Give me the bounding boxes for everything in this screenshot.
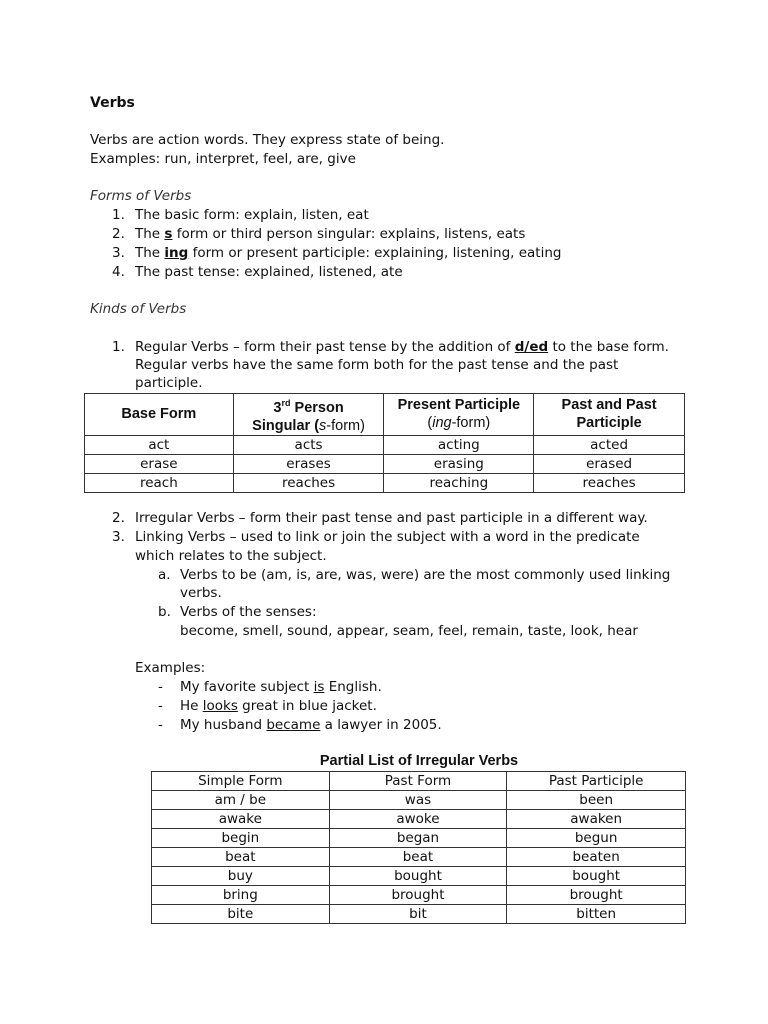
header-past-participle: Past Participle: [507, 772, 686, 791]
linking-line-2: which relates to the subject.: [135, 548, 327, 564]
header-past-form: Past Form: [329, 772, 507, 791]
table-cell: erased: [534, 454, 685, 473]
example-item-1: My favorite subject is English.: [180, 679, 382, 695]
table-cell: bitten: [507, 905, 686, 924]
header-past-participle: Past and Past Participle: [534, 394, 685, 436]
table-cell: bit: [329, 905, 507, 924]
table-cell: reaches: [534, 473, 685, 492]
table-cell: beat: [152, 848, 330, 867]
linking-b-line-1: Verbs of the senses:: [180, 604, 317, 620]
table-cell: awaken: [507, 810, 686, 829]
irregular-verbs-table: [151, 771, 686, 924]
forms-item-1: The basic form: explain, listen, eat: [135, 207, 369, 223]
keyword-s: s: [164, 226, 173, 242]
table-row: [152, 791, 686, 810]
keyword-d-ed: d/ed: [514, 339, 549, 355]
table-cell: awoke: [329, 810, 507, 829]
forms-num-4: 4.: [112, 264, 125, 280]
linking-b-line-2: become, smell, sound, appear, seam, feel, remain, taste, look, hear: [180, 623, 638, 639]
forms-item-3: The ing form or present participle: explaining, listening, eating: [135, 245, 562, 261]
table-cell: reaches: [233, 473, 384, 492]
example-dash-1: -: [158, 679, 163, 695]
linking-b-num: b.: [158, 604, 171, 620]
forms-heading: Forms of Verbs: [90, 188, 192, 204]
example-item-2: He looks great in blue jacket.: [180, 698, 377, 714]
table-row: [85, 473, 685, 492]
forms-num-3: 3.: [112, 245, 125, 261]
irregular-line: Irregular Verbs – form their past tense and past participle in a different way.: [135, 510, 648, 526]
table-row: [152, 848, 686, 867]
linking-verb-became: became: [266, 717, 321, 733]
linking-verb-looks: looks: [202, 698, 238, 714]
table-cell: begin: [152, 829, 330, 848]
table-header-row: [85, 394, 685, 436]
table-cell: bite: [152, 905, 330, 924]
linking-a-num: a.: [158, 567, 171, 583]
header-present-participle: Present Participle (ing-form): [384, 394, 534, 436]
linking-a-line-2: verbs.: [180, 585, 222, 601]
intro-examples: Examples: run, interpret, feel, are, give: [90, 151, 356, 167]
regular-line-1: Regular Verbs – form their past tense by the addition of d/ed to the base form.: [135, 339, 669, 355]
table-row: [152, 905, 686, 924]
regular-line-3: participle.: [135, 375, 203, 391]
table-row: [85, 454, 685, 473]
regular-line-2: Regular verbs have the same form both for the past tense and the past: [135, 357, 619, 373]
table-cell: was: [329, 791, 507, 810]
linking-verb-is: is: [313, 679, 325, 695]
table-cell: acts: [233, 435, 384, 454]
kinds-heading: Kinds of Verbs: [90, 301, 187, 317]
header-simple-form: Simple Form: [152, 772, 330, 791]
header-base-form: Base Form: [85, 394, 234, 436]
forms-item-2: The s form or third person singular: explains, listens, eats: [135, 226, 526, 242]
table-row: [152, 867, 686, 886]
table-cell: bought: [507, 867, 686, 886]
table-cell: reach: [85, 473, 234, 492]
table-cell: act: [85, 435, 234, 454]
table-row: [152, 810, 686, 829]
table-row: [152, 829, 686, 848]
example-dash-2: -: [158, 698, 163, 714]
page-title: Verbs: [90, 95, 135, 111]
table-cell: brought: [507, 886, 686, 905]
table-cell: beaten: [507, 848, 686, 867]
table-cell: acted: [534, 435, 685, 454]
example-dash-3: -: [158, 717, 163, 733]
table-header-row: [152, 772, 686, 791]
table-cell: am / be: [152, 791, 330, 810]
table-cell: reaching: [384, 473, 534, 492]
irregular-table-caption: Partial List of Irregular Verbs: [319, 753, 519, 769]
intro-line: Verbs are action words. They express state of being.: [90, 132, 445, 148]
table-cell: begun: [507, 829, 686, 848]
table-cell: began: [329, 829, 507, 848]
table-cell: erase: [85, 454, 234, 473]
header-third-person: 3rd Person Singular (s-form): [233, 394, 384, 436]
forms-item-4: The past tense: explained, listened, ate: [135, 264, 403, 280]
regular-verbs-table: [84, 393, 685, 493]
table-cell: bought: [329, 867, 507, 886]
example-item-3: My husband became a lawyer in 2005.: [180, 717, 442, 733]
table-cell: buy: [152, 867, 330, 886]
table-cell: bring: [152, 886, 330, 905]
table-cell: awake: [152, 810, 330, 829]
forms-num-1: 1.: [112, 207, 125, 223]
table-cell: brought: [329, 886, 507, 905]
forms-num-2: 2.: [112, 226, 125, 242]
table-row: [85, 435, 685, 454]
keyword-ing: ing: [164, 245, 189, 261]
table-cell: been: [507, 791, 686, 810]
table-row: [152, 886, 686, 905]
examples-heading: Examples:: [135, 660, 206, 676]
linking-a-line-1: Verbs to be (am, is, are, was, were) are the most commonly used linking: [180, 567, 671, 583]
linking-num: 3.: [112, 529, 125, 545]
table-cell: beat: [329, 848, 507, 867]
linking-line-1: Linking Verbs – used to link or join the subject with a word in the predicate: [135, 529, 640, 545]
table-cell: erases: [233, 454, 384, 473]
irregular-num: 2.: [112, 510, 125, 526]
table-cell: acting: [384, 435, 534, 454]
regular-num: 1.: [112, 339, 125, 355]
table-cell: erasing: [384, 454, 534, 473]
